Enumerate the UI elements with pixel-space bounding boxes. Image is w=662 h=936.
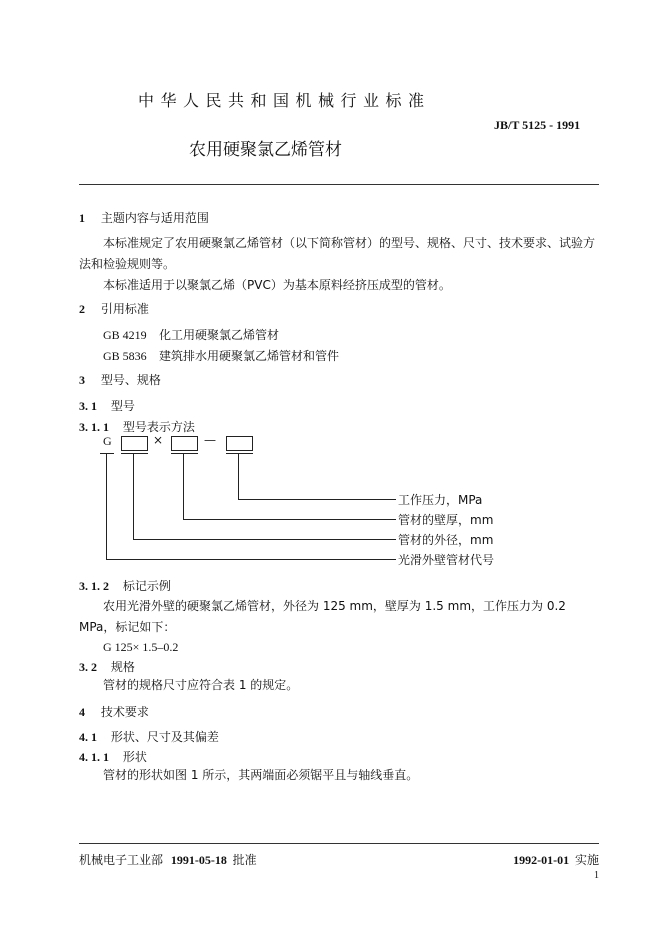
label-outer-diameter: 管材的外径，mm <box>398 533 494 547</box>
diameter-leader-horizontal <box>133 539 396 540</box>
section-3-1-2-paragraph: 农用光滑外壁的硬聚氯乙烯管材，外径为 125 mm，壁厚为 1.5 mm，工作压力为 0.2 MPa，标记如下： <box>79 599 566 634</box>
section-3-1-2-heading <box>79 577 171 594</box>
issuing-organization: 中华人民共和国机械行业标准 <box>138 91 431 110</box>
section-number: 2 <box>79 302 85 316</box>
thickness-leader-horizontal <box>183 519 396 520</box>
label-working-pressure: 工作压力，MPa <box>398 493 483 507</box>
label-wall-thickness: 管材的壁厚，mm <box>398 513 494 527</box>
diagram-dash-symbol: — <box>204 433 216 447</box>
document-title: 农用硬聚氯乙烯管材 <box>189 140 342 160</box>
pressure-leader-horizontal <box>238 499 396 500</box>
prefix-leader-horizontal <box>106 559 396 560</box>
section-4-heading <box>79 703 149 720</box>
reference-item <box>103 347 339 364</box>
effective-line <box>513 851 599 868</box>
approval-line <box>79 851 257 868</box>
section-number: 4. 1 <box>79 730 97 744</box>
section-title: 规格 <box>110 660 135 674</box>
pressure-leader-vertical <box>238 453 239 499</box>
reference-name: 化工用硬聚氯乙烯管材 <box>159 328 280 342</box>
section-1-heading <box>79 209 209 226</box>
section-title: 标记示例 <box>122 579 171 593</box>
section-title: 型号、规格 <box>100 373 161 387</box>
section-number: 3 <box>79 373 85 387</box>
reference-code: GB 5836 <box>103 349 147 363</box>
section-3-heading <box>79 371 161 388</box>
reference-item <box>103 326 279 343</box>
section-title: 技术要求 <box>100 705 149 719</box>
section-3-1-heading <box>79 397 135 414</box>
section-number: 3. 1 <box>79 399 97 413</box>
section-3-2-heading <box>79 658 135 675</box>
section-number: 1 <box>79 211 85 225</box>
pressure-underline <box>226 453 253 454</box>
section-number: 4 <box>79 705 85 719</box>
label-type-code: 光滑外壁管材代号 <box>398 553 495 567</box>
wall-thickness-box <box>171 436 198 451</box>
section-number: 3. 1. 2 <box>79 579 109 593</box>
section-4-1-heading <box>79 728 219 745</box>
prefix-leader-vertical <box>106 453 107 559</box>
section-title: 型号 <box>110 399 135 413</box>
approval-date: 1991-05-18 <box>170 853 227 867</box>
effective-date: 1992-01-01 <box>513 853 570 867</box>
marking-example: G 125× 1.5–0.2 <box>103 640 179 654</box>
section-4-1-1-heading <box>79 748 147 765</box>
section-title: 形状、尺寸及其偏差 <box>110 730 219 744</box>
section-3-2-paragraph: 管材的规格尺寸应符合表 1 的规定。 <box>103 678 299 692</box>
section-title: 形状 <box>122 750 147 764</box>
section-title: 主题内容与适用范围 <box>100 211 209 225</box>
thickness-underline <box>171 453 198 454</box>
section-number: 4. 1. 1 <box>79 750 109 764</box>
thickness-leader-vertical <box>183 453 184 519</box>
section-title: 型号表示方法 <box>122 420 195 434</box>
approval-label: 批准 <box>232 853 257 867</box>
ministry-name: 机械电子工业部 <box>79 853 164 867</box>
reference-name: 建筑排水用硬聚氯乙烯管材和管件 <box>159 349 340 363</box>
section-1-paragraph-2: 本标准适用于以聚氯乙烯（PVC）为基本原料经挤压成型的管材。 <box>103 278 451 292</box>
standard-code: JB/T 5125 - 1991 <box>494 118 581 132</box>
footer-divider <box>79 843 599 844</box>
diameter-underline <box>121 453 148 454</box>
diameter-leader-vertical <box>133 453 134 539</box>
header-divider <box>79 184 599 185</box>
section-4-1-1-paragraph: 管材的形状如图 1 所示，其两端面必须锯平且与轴线垂直。 <box>103 768 419 782</box>
effective-label: 实施 <box>574 853 599 867</box>
section-title: 引用标准 <box>100 302 149 316</box>
prefix-underline <box>100 453 114 454</box>
pressure-box <box>226 436 253 451</box>
page-number: 1 <box>594 870 599 881</box>
section-number: 3. 1. 1 <box>79 420 109 434</box>
diagram-prefix: G <box>103 434 112 448</box>
diagram-times-symbol: × <box>153 433 164 447</box>
section-3-1-1-heading <box>79 418 195 435</box>
section-1-paragraph-1: 本标准规定了农用硬聚氯乙烯管材（以下简称管材）的型号、规格、尺寸、技术要求、试验方法和检验规则等。 <box>79 236 596 271</box>
section-number: 3. 2 <box>79 660 97 674</box>
reference-code: GB 4219 <box>103 328 147 342</box>
outer-diameter-box <box>121 436 148 451</box>
section-2-heading <box>79 300 149 317</box>
